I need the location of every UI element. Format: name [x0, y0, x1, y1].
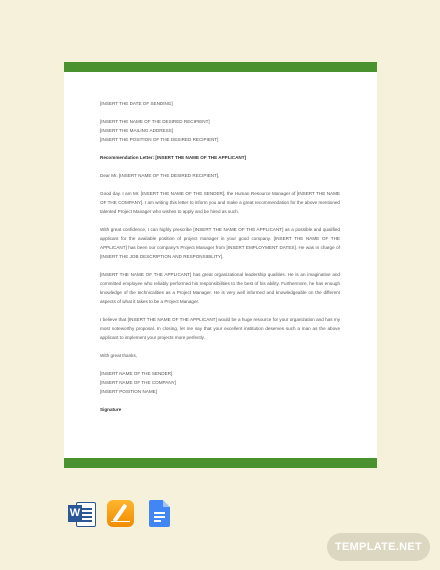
top-accent-bar — [64, 62, 377, 72]
signature: Signature — [100, 407, 122, 412]
template-net-badge[interactable]: TEMPLATE.NET — [327, 533, 430, 561]
body-paragraph: [INSERT THE NAME OF THE APPLICANT] has great organizational leadership qualities. He is an imaginative and committed employee who reliably performed his responsibilities to the best of his ability. Furthermore, he has enough knowledge of the technicalities as a Project Manager. He is very well informed and knowledgeable on the different aspects of what it takes to be a Project Manager. — [100, 272, 340, 304]
letter-document — [64, 62, 377, 468]
letter-content — [100, 99, 340, 423]
closing: With great thanks, — [100, 353, 138, 358]
recipient-address: [INSERT THE MAILING ADDRESS] — [100, 128, 174, 133]
body-paragraph: I believe that [INSERT THE NAME OF THE APPLICANT] would be a huge resource for your organization and has my most noteworthy proposal. In closing, let me say that your excellent institution deserves such a man as the above applicant to implement your projects more perfectly. — [100, 317, 340, 340]
google-docs-icon-line — [154, 516, 165, 518]
body-paragraph: Good day. I am Mr. [INSERT THE NAME OF THE SENDER], the Human Resource Manager of [INSERT THE NAME OF THE COMPANY]. I am writing this letter to inform you and make a great recommendation for the above mentioned talented Project Manager who wishes to apply and be hired as such. — [100, 191, 340, 214]
google-docs-icon-fold — [163, 500, 170, 507]
bottom-accent-bar — [64, 458, 377, 468]
word-icon-line — [81, 508, 92, 510]
date-line: [INSERT THE DATE OF SENDING] — [100, 101, 173, 106]
salutation: Dear Mr. [INSERT NAME OF THE DESIRED RECIPIENT], — [100, 173, 220, 178]
word-icon-letter: W — [68, 505, 82, 522]
pages-icon[interactable] — [107, 500, 134, 527]
body-paragraph: With great confidence, I can highly prescribe [INSERT THE NAME OF THE APPLICANT] as a possible and qualified applicant for the available position of project manager in your good company. [INSERT THE NAME OF THE APPLICANT] has been our company's Project Manager from [INSERT EMPLOYMENT DATES]. He was in charge of [INSERT THE JOB DESCRIPTION AND RESPONSIBILITY]. — [100, 227, 340, 259]
sender-position: [INSERT POSITION NAME] — [100, 389, 158, 394]
sender-company: [INSERT NAME OF THE COMPANY] — [100, 380, 176, 385]
word-icon[interactable] — [68, 500, 95, 527]
word-icon-line — [81, 516, 92, 518]
pages-icon-line — [111, 521, 130, 523]
sender-block — [100, 369, 340, 396]
recipient-name: [INSERT THE NAME OF THE DESIRED RECIPIENT] — [100, 119, 210, 124]
recipient-block — [100, 117, 340, 144]
sender-name: [INSERT NAME OF THE SENDER] — [100, 371, 173, 376]
recipient-position: [INSERT THE POSITION OF THE DESIRED RECIPIENT] — [100, 137, 219, 142]
word-icon-line — [81, 512, 92, 514]
format-icons — [68, 500, 173, 527]
word-icon-line — [81, 520, 92, 522]
subject-line: Recommendation Letter: [INSERT THE NAME OF THE APPLICANT] — [100, 155, 247, 160]
google-docs-icon-line — [154, 512, 165, 514]
google-docs-icon[interactable] — [146, 500, 173, 527]
google-docs-icon-line — [154, 520, 161, 522]
